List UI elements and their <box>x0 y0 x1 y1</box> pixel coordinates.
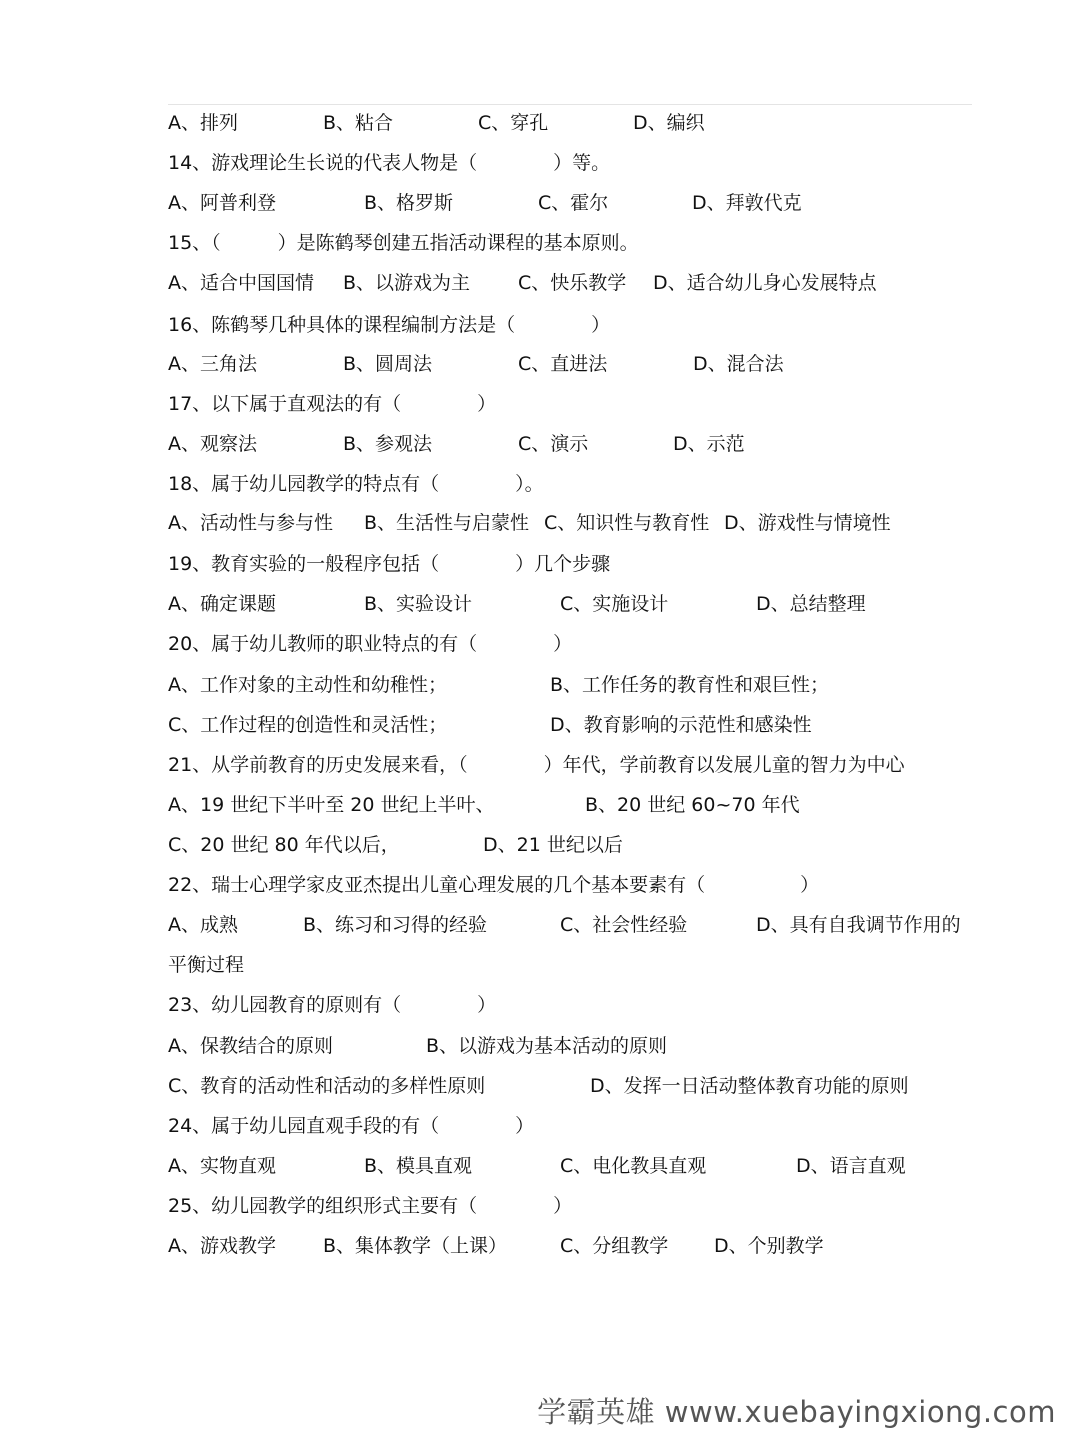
q15-option-c: C、快乐教学 <box>518 272 627 294</box>
site-watermark: 学霸英雄 www.xuebayingxiong.com <box>537 1395 1056 1429</box>
q13-option-a: A、排列 <box>168 112 238 134</box>
q24-option-c: C、电化教具直观 <box>560 1155 707 1177</box>
q23-question: 23、幼儿园教育的原则有（ ） <box>168 994 497 1016</box>
q19-option-c: C、实施设计 <box>560 593 669 615</box>
q19-question: 19、教育实验的一般程序包括（ ）几个步骤 <box>168 553 611 575</box>
q24-question: 24、属于幼儿园直观手段的有（ ） <box>168 1115 535 1137</box>
q22-question: 22、瑞士心理学家皮亚杰提出儿童心理发展的几个基本要素有（ ） <box>168 874 820 896</box>
q22-option-b: B、练习和习得的经验 <box>303 914 488 936</box>
q22-option-d-continued: 平衡过程 <box>168 954 245 976</box>
q23-option-b: B、以游戏为基本活动的原则 <box>426 1035 668 1057</box>
q17-option-d: D、示范 <box>673 433 745 455</box>
q20-option-c: C、工作过程的创造性和灵活性； <box>168 714 448 736</box>
q25-question: 25、幼儿园教学的组织形式主要有（ ） <box>168 1195 573 1217</box>
q22-option-c: C、社会性经验 <box>560 914 688 936</box>
q21-option-c: C、20 世纪 80 年代以后， <box>168 834 400 856</box>
q20-option-d: D、教育影响的示范性和感染性 <box>550 714 812 736</box>
q25-option-c: C、分组教学 <box>560 1235 669 1257</box>
q18-question: 18、属于幼儿园教学的特点有（ ）。 <box>168 473 544 495</box>
q22-option-d: D、具有自我调节作用的 <box>756 914 961 936</box>
q14-option-d: D、拜敦代克 <box>692 192 802 214</box>
q19-option-a: A、确定课题 <box>168 593 276 615</box>
q13-option-b: B、粘合 <box>323 112 394 134</box>
q17-option-a: A、观察法 <box>168 433 257 455</box>
q21-question: 21、从学前教育的历史发展来看，（ ）年代，学前教育以发展儿童的智力为中心 <box>168 754 905 776</box>
q19-option-b: B、实验设计 <box>364 593 473 615</box>
q21-option-d: D、21 世纪以后 <box>483 834 623 856</box>
q16-option-d: D、混合法 <box>693 353 784 375</box>
q15-option-d: D、适合幼儿身心发展特点 <box>653 272 877 294</box>
q17-option-b: B、参观法 <box>343 433 433 455</box>
q23-option-c: C、教育的活动性和活动的多样性原则 <box>168 1075 486 1097</box>
q15-option-b: B、以游戏为主 <box>343 272 471 294</box>
q15-question: 15、（ ）是陈鹤琴创建五指活动课程的基本原则。 <box>168 232 639 254</box>
q18-option-a: A、活动性与参与性 <box>168 512 333 534</box>
q16-option-b: B、圆周法 <box>343 353 433 375</box>
q15-option-a: A、适合中国国情 <box>168 272 314 294</box>
q25-option-a: A、游戏教学 <box>168 1235 276 1257</box>
q21-option-a: A、19 世纪下半叶至 20 世纪上半叶、 <box>168 794 495 816</box>
q25-option-b: B、集体教学（上课） <box>323 1235 508 1257</box>
q24-option-d: D、语言直观 <box>796 1155 906 1177</box>
q24-option-a: A、实物直观 <box>168 1155 276 1177</box>
q19-option-d: D、总结整理 <box>756 593 866 615</box>
q21-option-b: B、20 世纪 60~70 年代 <box>585 794 800 816</box>
q22-option-a: A、成熟 <box>168 914 238 936</box>
q16-option-a: A、三角法 <box>168 353 257 375</box>
q17-option-c: C、演示 <box>518 433 589 455</box>
q23-option-d: D、发挥一日活动整体教育功能的原则 <box>590 1075 909 1097</box>
q25-option-d: D、个别教学 <box>714 1235 824 1257</box>
q20-question: 20、属于幼儿教师的职业特点的有（ ） <box>168 633 573 655</box>
q23-option-a: A、保教结合的原则 <box>168 1035 333 1057</box>
q13-option-c: C、穿孔 <box>478 112 549 134</box>
q18-option-d: D、游戏性与情境性 <box>724 512 891 534</box>
q16-question: 16、陈鹤琴几种具体的课程编制方法是（ ） <box>168 314 611 336</box>
q16-option-c: C、直进法 <box>518 353 608 375</box>
q18-option-b: B、生活性与启蒙性 <box>364 512 530 534</box>
q18-option-c: C、知识性与教育性 <box>544 512 710 534</box>
q14-option-c: C、霍尔 <box>538 192 609 214</box>
q13-option-d: D、编织 <box>633 112 705 134</box>
q14-option-a: A、阿普利登 <box>168 192 276 214</box>
q14-question: 14、游戏理论生长说的代表人物是（ ）等。 <box>168 152 611 174</box>
q20-option-a: A、工作对象的主动性和幼稚性； <box>168 674 447 696</box>
q24-option-b: B、模具直观 <box>364 1155 473 1177</box>
q14-option-b: B、格罗斯 <box>364 192 454 214</box>
q20-option-b: B、工作任务的教育性和艰巨性； <box>550 674 830 696</box>
header-rule <box>168 104 972 105</box>
q17-question: 17、以下属于直观法的有（ ） <box>168 393 497 415</box>
